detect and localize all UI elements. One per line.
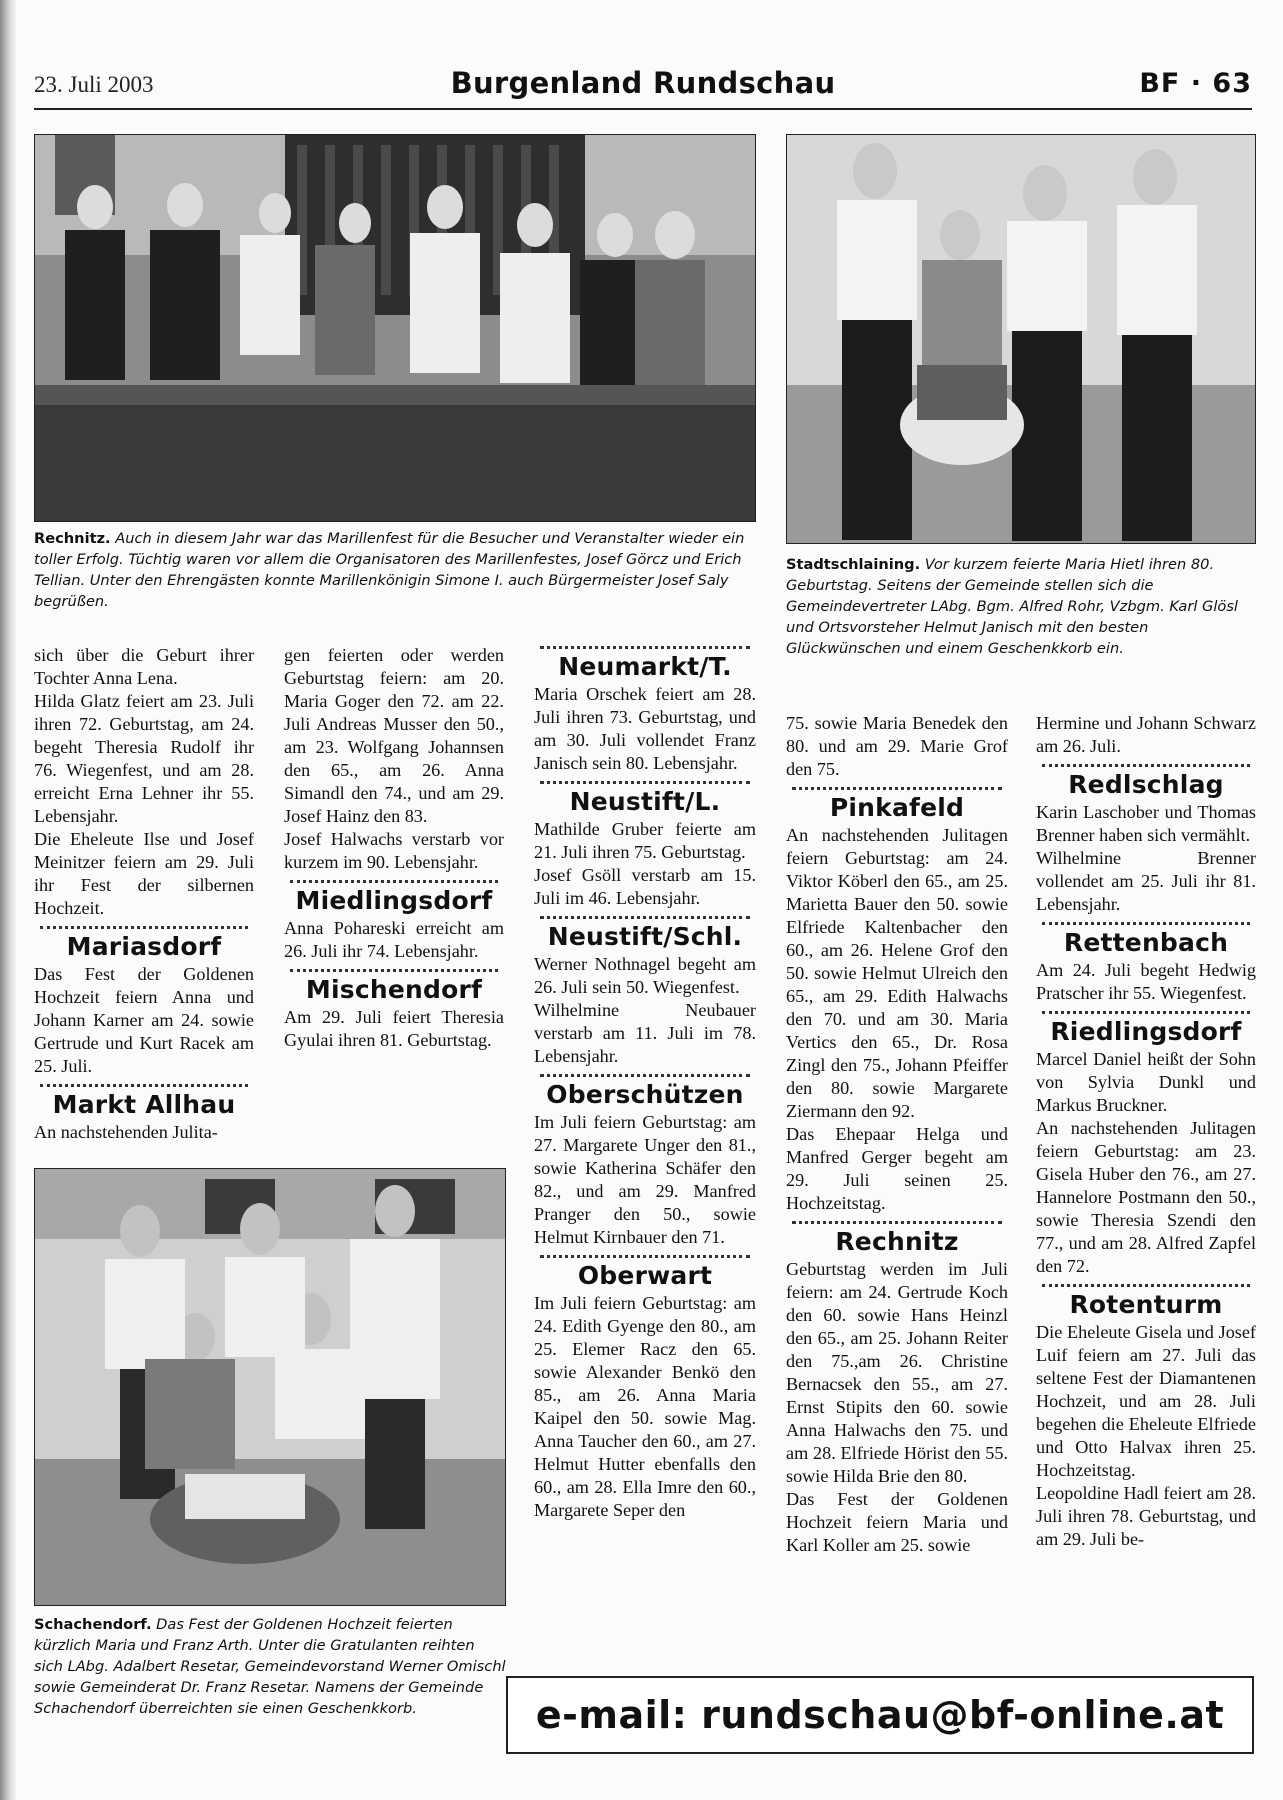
rechnitz-caption [34,528,759,612]
paragraph: Geburtstag werden im Juli feiern: am 24. Gertrude Koch den 60. sowie Hans Heinzl den 65., am 25. Johann Reiter den 75.,am 26. Christine Bernacsek den 55., am 27. Ernst Stipits den 60. sowie Anna Halwachs den 75. und am 28. Elfriede Hörist den 55. sowie Hilda Brie den 80. [786,1259,1008,1486]
caption-place: Stadtschlaining. [786,556,921,573]
paragraph: Marcel Daniel heißt der Sohn von Sylvia Dunkl und Markus Bruckner. [1036,1049,1256,1115]
section-divider [792,1221,1002,1224]
section-divider [540,1074,750,1077]
section-heading: Neustift/L. [569,787,721,816]
paragraph: Josef Gsöll verstarb am 15. Juli im 46. Lebensjahr. [534,865,756,908]
paragraph: An nachstehenden Julitagen feiern Geburtstag: am 24. Viktor Köberl den 65., am 25. Marietta Bauer den 50. sowie Elfriede Kaltenbacher den 60., am 26. Helene Grof den 50. sowie Helmut Ulreich den 65., am 29. Edith Halwachs den 70. und am 30. Maria Vertics den 65., Dr. Rosa Zingl den 75., Johann Pfeiffer den 80. sowie Margarete Ziermann den 92. [786,825,1008,1121]
paragraph: Im Juli feiern Geburtstag: am 27. Margarete Unger den 81., sowie Katherina Schäfer den 82., und am 29. Manfred Pranger den 50., sowie Helmut Kirnbauer den 71. [534,1112,756,1247]
section-heading: Neustift/Schl. [547,922,743,951]
email-banner [506,1676,1254,1754]
paragraph: Hermine und Johann Schwarz am 26. Juli. [1036,713,1256,756]
paragraph: An nachstehenden Julita- [34,1122,218,1142]
section-divider [290,969,498,972]
section-divider [1042,922,1250,925]
paragraph: Das Fest der Goldenen Hochzeit feiern Maria und Karl Koller am 25. sowie [786,1489,1008,1555]
section-heading: Redlschlag [1068,770,1224,799]
stadtschlaining-photo [786,134,1256,544]
paragraph: gen feierten oder werden Geburtstag feiern: am 20. Maria Goger den 72. am 22. Juli Andreas Musser den 50., am 23. Wolfgang Johannsen den 65., am 26. Anna Simandl den 74., und am 29. Josef Hainz den 83. [284,645,504,826]
column-2 [284,644,504,1052]
paragraph: Das Fest der Goldenen Hochzeit feiern Anna und Johann Karner am 24. sowie Gertrude und Kurt Racek am 25. Juli. [34,964,254,1076]
paragraph: Maria Orschek feiert am 28. Juli ihren 73. Geburtstag, und am 30. Juli vollendet Franz Janisch sein 80. Lebensjahr. [534,684,756,773]
section-divider [1042,1011,1250,1014]
paragraph: Josef Halwachs verstarb vor kurzem im 90. Lebensjahr. [284,829,504,872]
section-heading: Oberwart [577,1261,713,1290]
paragraph: Am 24. Juli begeht Hedwig Pratscher ihr 55. Wiegenfest. [1036,960,1256,1003]
section-heading: Rechnitz [835,1227,959,1256]
paragraph: Karin Laschober und Thomas Brenner haben sich vermählt. [1036,802,1256,845]
paragraph: Das Ehepaar Helga und Manfred Gerger begeht am 29. Juli seinen 25. Hochzeitstag. [786,1124,1008,1213]
stadtschlaining-caption [786,554,1256,659]
section-divider [540,916,750,919]
section-divider [1042,1284,1250,1287]
section-divider [1042,764,1250,767]
paragraph: An nachstehenden Julitagen feiern Geburtstag: am 23. Gisela Huber den 76., am 27. Hannelore Postmann den 50., sowie Theresia Szendi den 77., und am 28. Alfred Zapfel den 72. [1036,1118,1256,1276]
page-number: BF · 63 [1139,68,1252,99]
section-divider [40,926,248,929]
paragraph: Leopoldine Hadl feiert am 28. Juli ihren 78. Geburtstag, und am 29. Juli be- [1036,1483,1256,1549]
section-heading: Neumarkt/T. [558,652,732,681]
section-heading: Rettenbach [1063,928,1229,957]
paragraph: Hilda Glatz feiert am 23. Juli ihren 72. Geburtstag, am 24. begeht Theresia Rudolf ihr 76. Wiegenfest, und am 28. erreicht Erna Lehner ihr 55. Lebensjahr. [34,691,254,826]
caption-text: Vor kurzem feierte Maria Hietl ihren 80. Geburtstag. Seitens der Gemeinde stellen sich die Gemeindevertreter LAbg. Bgm. Alfred Rohr, Vzbgm. Karl Glösl und Ortsvorsteher Helmut Janisch mit den besten Glückwünschen und einem Geschenkkorb ein. [786,556,1238,657]
caption-place: Rechnitz. [34,530,111,547]
section-heading: Mariasdorf [66,932,222,961]
column-5 [1036,712,1256,1551]
section-divider [40,1084,248,1087]
rechnitz-photo [34,134,756,522]
section-heading: Oberschützen [546,1080,744,1109]
paragraph: Am 29. Juli feiert Theresia Gyulai ihren 81. Geburtstag. [284,1007,504,1050]
email-address[interactable]: e-mail: rundschau@bf-online.at [535,1693,1225,1737]
caption-place: Schachendorf. [34,1616,152,1633]
paragraph: Die Eheleute Gisela und Josef Luif feiern am 27. Juli das seltene Fest der Diamantenen Hochzeit, und am 28. Juli begehen die Eheleute Elfriede und Otto Halvax ihren 25. Hochzeitstag. [1036,1322,1256,1480]
page-header [34,64,1252,110]
section-divider [290,880,498,883]
newspaper-title: Burgenland Rundschau [450,66,836,100]
issue-date: 23. Juli 2003 [34,72,154,97]
paragraph: Anna Pohareski erreicht am 26. Juli ihr 74. Lebensjahr. [284,918,504,961]
section-heading: Pinkafeld [829,793,965,822]
page-binding-shadow [0,0,16,1800]
caption-text: Das Fest der Goldenen Hochzeit feierten kürzlich Maria und Franz Arth. Unter die Gratulanten reihten sich LAbg. Adalbert Resetar, Gemeindevorstand Werner Omischl sowie Gemeinderat Dr. Franz Resetar. Namens der Gemeinde Schachendorf überreichten sie einen Geschenkkorb. [34,1616,506,1717]
schachendorf-photo [34,1168,506,1606]
section-heading: Mischendorf [305,975,483,1004]
paragraph: Wilhelmine Brenner vollendet am 25. Juli ihr 81. Lebensjahr. [1036,848,1256,914]
section-heading: Miedlingsdorf [295,886,493,915]
paragraph: Mathilde Gruber feierte am 21. Juli ihren 75. Geburtstag. [534,819,756,862]
paragraph: sich über die Geburt ihrer Tochter Anna Lena. [34,645,254,688]
paragraph: Die Eheleute Ilse und Josef Meinitzer feiern am 29. Juli ihr Fest der silbernen Hochzeit. [34,829,254,918]
column-4 [786,712,1008,1557]
paragraph: Wilhelmine Neubauer verstarb am 11. Juli im 78. Lebensjahr. [534,1000,756,1066]
column-1 [34,644,254,1144]
section-divider [540,781,750,784]
column-3 [534,640,756,1522]
section-divider [540,646,750,649]
schachendorf-caption [34,1614,508,1719]
caption-text: Auch in diesem Jahr war das Marillenfest für die Besucher und Veranstalter wieder ein toller Erfolg. Tüchtig waren vor allem die Organisatoren des Marillenfestes, Josef Görcz und Erich Tellian. Unter den Ehrengästen konnte Marillenkönigin Simone I. auch Bürgermeister Josef Saly begrüßen. [34,530,745,610]
section-divider [792,787,1002,790]
paragraph: Im Juli feiern Geburtstag: am 24. Edith Gyenge den 80., am 25. Elemer Racz den 65. sowie Alexander Benkö den 85., am 26. Anna Maria Kaipel den 50. sowie Mag. Anna Taucher den 60., am 27. Helmut Hutter ebenfalls den 60., am 28. Ella Imre den 60., Margarete Seper den [534,1293,756,1520]
section-heading: Markt Allhau [52,1090,236,1119]
section-heading: Rotenturm [1069,1290,1223,1319]
section-heading: Riedlingsdorf [1050,1017,1242,1046]
section-divider [540,1255,750,1258]
paragraph: 75. sowie Maria Benedek den 80. und am 29. Marie Grof den 75. [786,713,1008,779]
paragraph: Werner Nothnagel begeht am 26. Juli sein 50. Wiegenfest. [534,954,756,997]
